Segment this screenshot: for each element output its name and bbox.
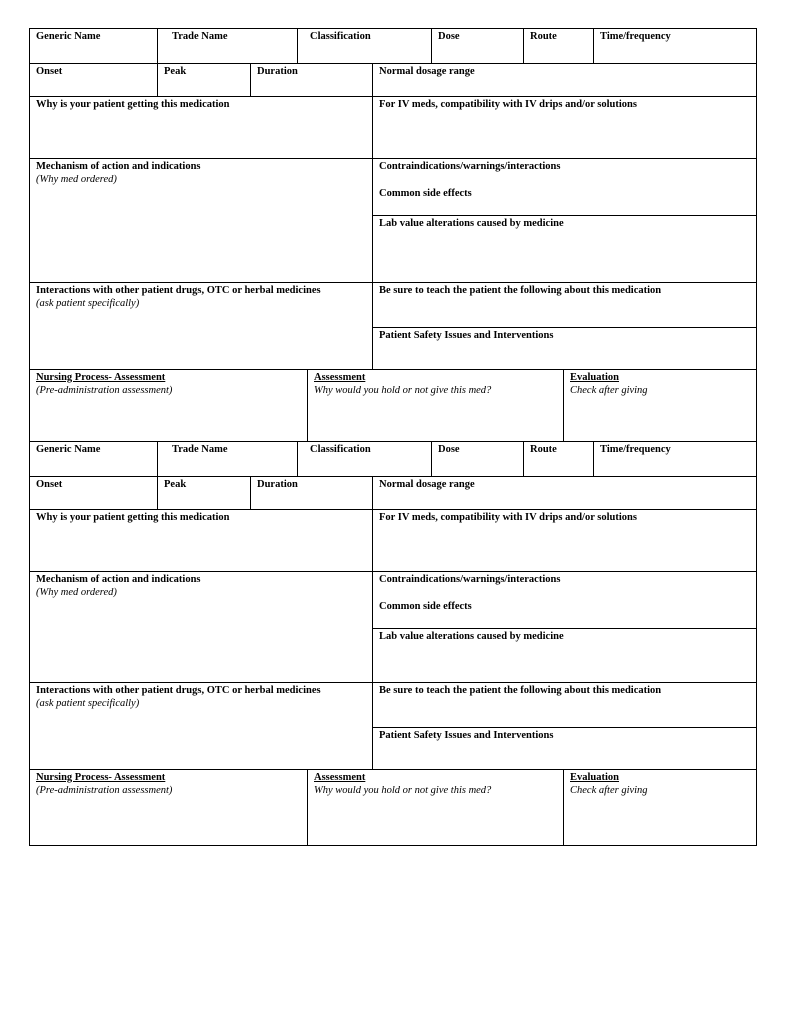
lab-values-label: Lab value alterations caused by medicine: [379, 218, 564, 229]
interactions-field[interactable]: [29, 282, 373, 370]
peak-label: Peak: [164, 66, 187, 77]
side-effects-label: Common side effects: [379, 601, 472, 612]
why-getting-label: Why is your patient getting this medication: [36, 99, 230, 110]
onset-label: Onset: [36, 66, 63, 77]
mechanism-label: Mechanism of action and indications: [36, 161, 201, 172]
normal-dosage-range-label: Normal dosage range: [379, 479, 475, 490]
generic-name-field[interactable]: [29, 28, 158, 64]
lab-values-field[interactable]: [372, 215, 757, 283]
mechanism-field[interactable]: [29, 158, 373, 283]
teach-label: Be sure to teach the patient the following about this medication: [379, 285, 662, 296]
medication-card-2: [29, 441, 757, 846]
mechanism-field[interactable]: [29, 571, 373, 683]
route-label: Route: [530, 31, 557, 42]
contraindications-label: Contraindications/warnings/interactions: [379, 161, 561, 172]
nursing-assessment-label: Nursing Process- Assessment: [36, 372, 166, 383]
iv-compatibility-field[interactable]: [372, 96, 757, 159]
peak-label: Peak: [164, 479, 187, 490]
onset-field[interactable]: [29, 63, 158, 97]
dose-field[interactable]: [431, 441, 524, 477]
interactions-sublabel: (ask patient specifically): [36, 298, 140, 309]
peak-field[interactable]: [157, 476, 251, 510]
teach-label: Be sure to teach the patient the following about this medication: [379, 685, 662, 696]
teach-field[interactable]: [372, 682, 757, 728]
iv-compatibility-label: For IV meds, compatibility with IV drips and/or solutions: [379, 512, 637, 523]
normal-dosage-range-label: Normal dosage range: [379, 66, 475, 77]
evaluation-field[interactable]: [563, 369, 757, 442]
onset-label: Onset: [36, 479, 63, 490]
normal-dosage-range-field[interactable]: [372, 476, 757, 510]
nursing-assessment-field[interactable]: [29, 369, 308, 442]
generic-name-label: Generic Name: [36, 31, 101, 42]
interactions-label: Interactions with other patient drugs, OTC or herbal medicines: [36, 685, 321, 696]
medication-card-1: [29, 28, 757, 442]
onset-field[interactable]: [29, 476, 158, 510]
time-frequency-label: Time/frequency: [600, 444, 671, 455]
mechanism-sublabel: (Why med ordered): [36, 174, 117, 185]
nursing-assessment-sublabel: (Pre-administration assessment): [36, 385, 173, 396]
safety-label: Patient Safety Issues and Interventions: [379, 730, 554, 741]
interactions-field[interactable]: [29, 682, 373, 770]
evaluation-field[interactable]: [563, 769, 757, 846]
classification-field[interactable]: [297, 28, 432, 64]
duration-label: Duration: [257, 479, 298, 490]
teach-field[interactable]: [372, 282, 757, 328]
why-getting-field[interactable]: [29, 96, 373, 159]
contraindications-field[interactable]: [372, 158, 757, 216]
route-field[interactable]: [523, 28, 594, 64]
lab-values-field[interactable]: [372, 628, 757, 683]
route-label: Route: [530, 444, 557, 455]
classification-label: Classification: [310, 31, 371, 42]
duration-field[interactable]: [250, 476, 373, 510]
generic-name-field[interactable]: [29, 441, 158, 477]
interactions-label: Interactions with other patient drugs, OTC or herbal medicines: [36, 285, 321, 296]
side-effects-label: Common side effects: [379, 188, 472, 199]
classification-field[interactable]: [297, 441, 432, 477]
mechanism-label: Mechanism of action and indications: [36, 574, 201, 585]
assessment-field[interactable]: [307, 369, 564, 442]
evaluation-label: Evaluation: [570, 772, 620, 783]
assessment-sublabel: Why would you hold or not give this med?: [314, 785, 492, 796]
safety-field[interactable]: [372, 727, 757, 770]
why-getting-label: Why is your patient getting this medication: [36, 512, 230, 523]
peak-field[interactable]: [157, 63, 251, 97]
trade-name-field[interactable]: [157, 28, 298, 64]
dose-label: Dose: [438, 31, 460, 42]
normal-dosage-range-field[interactable]: [372, 63, 757, 97]
generic-name-label: Generic Name: [36, 444, 101, 455]
route-field[interactable]: [523, 441, 594, 477]
evaluation-sublabel: Check after giving: [570, 385, 648, 396]
nursing-assessment-field[interactable]: [29, 769, 308, 846]
classification-label: Classification: [310, 444, 371, 455]
safety-field[interactable]: [372, 327, 757, 370]
time-frequency-field[interactable]: [593, 441, 757, 477]
nursing-assessment-label: Nursing Process- Assessment: [36, 772, 166, 783]
iv-compatibility-field[interactable]: [372, 509, 757, 572]
mechanism-sublabel: (Why med ordered): [36, 587, 117, 598]
assessment-field[interactable]: [307, 769, 564, 846]
contraindications-field[interactable]: [372, 571, 757, 629]
safety-label: Patient Safety Issues and Interventions: [379, 330, 554, 341]
trade-name-label: Trade Name: [172, 31, 228, 42]
assessment-label: Assessment: [314, 772, 366, 783]
dose-label: Dose: [438, 444, 460, 455]
evaluation-label: Evaluation: [570, 372, 620, 383]
time-frequency-label: Time/frequency: [600, 31, 671, 42]
evaluation-sublabel: Check after giving: [570, 785, 648, 796]
duration-label: Duration: [257, 66, 298, 77]
nursing-assessment-sublabel: (Pre-administration assessment): [36, 785, 173, 796]
interactions-sublabel: (ask patient specifically): [36, 698, 140, 709]
assessment-label: Assessment: [314, 372, 366, 383]
lab-values-label: Lab value alterations caused by medicine: [379, 631, 564, 642]
assessment-sublabel: Why would you hold or not give this med?: [314, 385, 492, 396]
duration-field[interactable]: [250, 63, 373, 97]
contraindications-label: Contraindications/warnings/interactions: [379, 574, 561, 585]
trade-name-field[interactable]: [157, 441, 298, 477]
time-frequency-field[interactable]: [593, 28, 757, 64]
trade-name-label: Trade Name: [172, 444, 228, 455]
why-getting-field[interactable]: [29, 509, 373, 572]
dose-field[interactable]: [431, 28, 524, 64]
iv-compatibility-label: For IV meds, compatibility with IV drips and/or solutions: [379, 99, 637, 110]
